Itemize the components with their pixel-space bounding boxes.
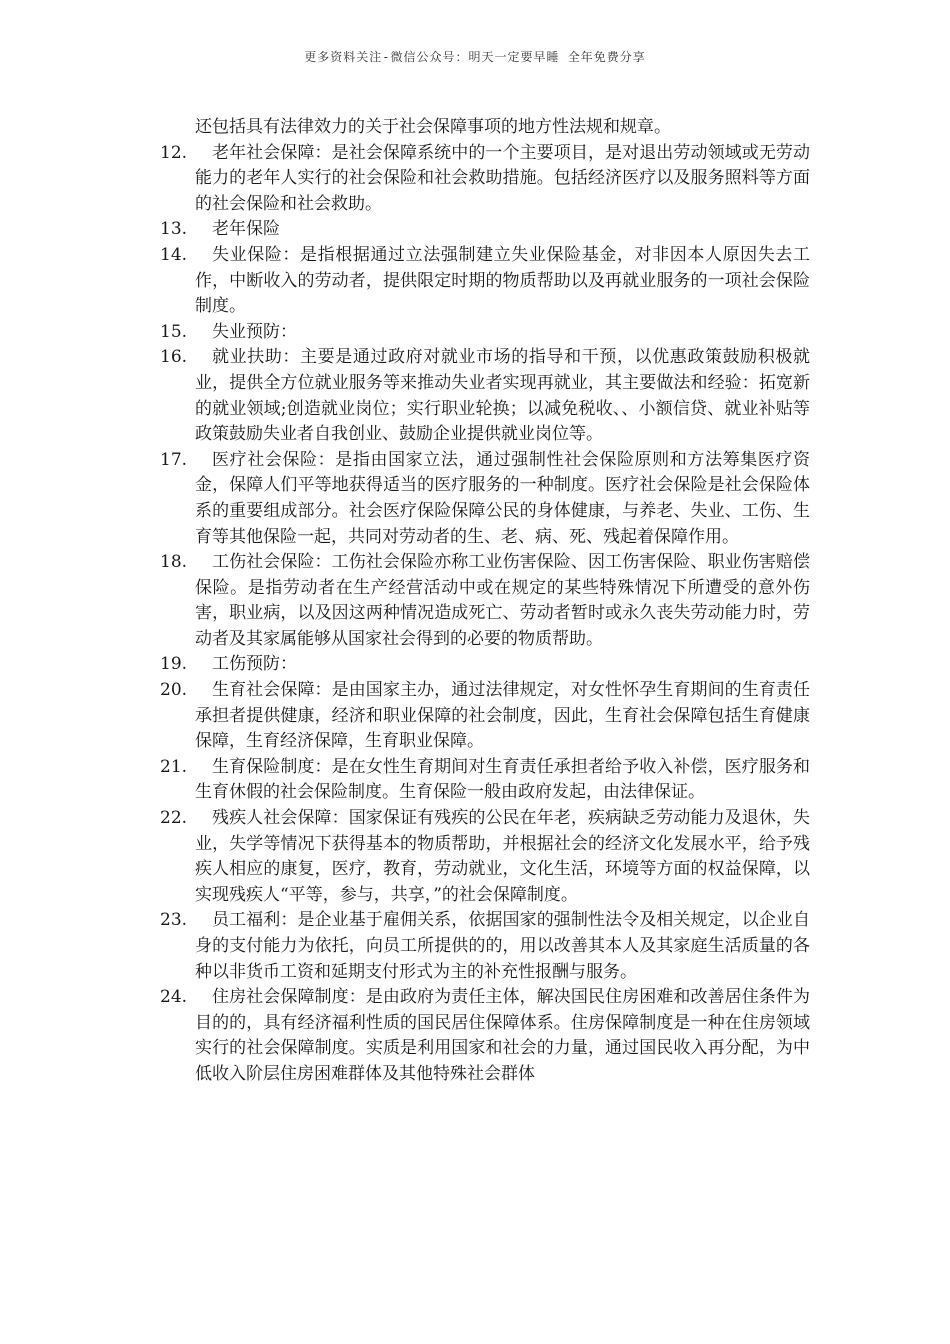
item-number: 22. (160, 808, 188, 829)
term-definition: 是由政府为责任主体，解决国民住房困难和改善居住条件为目的的，具有经济福利性质的国民居住保障体系。住房保障制度是一种在住房领域实行的社会保障制度。实质是利用国家和社会的力量，通过国民收入再分配，为中低收入阶层住房困难群体及其他特殊社会群体 (195, 987, 811, 1084)
definition-item (160, 908, 810, 985)
item-number: 18. (160, 552, 188, 573)
term-definition: 是指由国家立法，通过强制性社会保险原则和方法筹集医疗资金，保障人们平等地获得适当的医疗服务的一种制度。医疗社会保险是社会保险体系的重要组成部分。社会医疗保险保障公民的身体健康，与养老、失业、工伤、生育等其他保险一起，共同对劳动者的生、老、病、死、残起着保障作用。 (195, 449, 811, 547)
term-label: 失业保险： (212, 244, 301, 265)
item-number: 24. (160, 987, 188, 1008)
item-number: 17. (160, 449, 188, 470)
definition-item (160, 985, 810, 1087)
term-label: 就业扶助： (212, 347, 301, 368)
item-number: 23. (160, 910, 188, 931)
term-label: 老年社会保障： (212, 142, 332, 163)
term-definition: 国家保证有残疾的公民在年老，疾病缺乏劳动能力及退休，失业，失学等情况下获得基本的物质帮助，并根据社会的经济文化发展水平，给予残疾人相应的康复，医疗，教育，劳动就业，文化生活，环境等方面的权益保障，以实现残疾人“平等，参与，共享，”的社会保障制度。 (195, 808, 811, 905)
item-number: 13. (160, 219, 188, 240)
item-number: 15. (160, 321, 188, 342)
definition-item (160, 243, 810, 320)
continued-paragraph: 还包括具有法律效力的关于社会保障事项的地方性法规和规章。 (195, 117, 671, 137)
definition-item (160, 141, 810, 218)
term-definition: 是在女性生育期间对生育责任承担者给予收入补偿，医疗服务和生育休假的社会保险制度。生育保险一般由政府发起，由法律保证。 (195, 756, 811, 803)
term-label: 住房社会保障制度： (212, 987, 366, 1008)
definition-item (160, 755, 810, 806)
term-definition: 是企业基于雇佣关系，依据国家的强制性法令及相关规定，以企业自身的支付能力为依托，向员工所提供的的，用以改善其本人及其家庭生活质量的各种以非货币工资和延期支付形式为主的补充性报酬与服务。 (195, 910, 811, 982)
item-number: 21. (160, 756, 188, 777)
definition-item (160, 320, 810, 346)
term-definition: 工伤社会保险亦称工业伤害保险、因工伤害保险、职业伤害赔偿保险。是指劳动者在生产经营活动中或在规定的某些特殊情况下所遭受的意外伤害，职业病，以及因这两种情况造成死亡、劳动者暂时或永久丧失劳动能力时，劳动者及其家属能够从国家社会得到的必要的物质帮助。 (195, 552, 811, 649)
term-label: 失业预防： (212, 321, 297, 342)
item-number: 19. (160, 654, 188, 675)
definition-item (160, 448, 810, 550)
term-label: 工伤预防： (212, 654, 297, 675)
term-label: 医疗社会保险： (212, 449, 336, 470)
definition-item (160, 678, 810, 755)
term-label: 工伤社会保险： (212, 552, 332, 573)
term-definition: 是由国家主办，通过法律规定，对女性怀孕生育期间的生育责任承担者提供健康，经济和职业保障的社会制度，因此，生育社会保障包括生育健康保障，生育经济保障，生育职业保障。 (195, 680, 811, 752)
term-label: 残疾人社会保障： (212, 808, 349, 829)
item-number: 12. (160, 142, 188, 163)
term-definition: 是指根据通过立法强制建立失业保险基金，对非因本人原因失去工作，中断收入的劳动者，提供限定时期的物质帮助以及再就业服务的一项社会保险制度。 (195, 244, 810, 317)
term-definition: 主要是通过政府对就业市场的指导和干预，以优惠政策鼓励积极就业，提供全方位就业服务等来推动失业者实现再就业，其主要做法和经验：拓宽新的就业领域;创造就业岗位；实行职业轮换；以减免税收、、小额信贷、就业补贴等政策鼓励失业者自我创业、鼓励企业提供就业岗位等。 (195, 347, 810, 445)
item-number: 16. (160, 347, 188, 368)
term-definition: 是社会保障系统中的一个主要项目，是对退出劳动领域或无劳动能力的老年人实行的社会保险和社会救助措施。包括经济医疗以及服务照料等方面的社会保险和社会救助。 (195, 142, 811, 214)
term-label: 老年保险 (212, 219, 280, 240)
item-number: 14. (160, 244, 188, 265)
item-number: 20. (160, 680, 188, 701)
definition-item (160, 806, 810, 908)
definition-item (160, 217, 810, 243)
page-header: 更多资料关注-微信公众号：明天一定要早睡 全年免费分享 (304, 50, 646, 64)
document-body (160, 115, 810, 1088)
term-label: 员工福利： (212, 910, 298, 931)
term-label: 生育保险制度： (212, 756, 332, 777)
definition-item (160, 345, 810, 447)
term-label: 生育社会保障： (212, 680, 332, 701)
definition-item (160, 550, 810, 652)
definition-item (160, 652, 810, 678)
